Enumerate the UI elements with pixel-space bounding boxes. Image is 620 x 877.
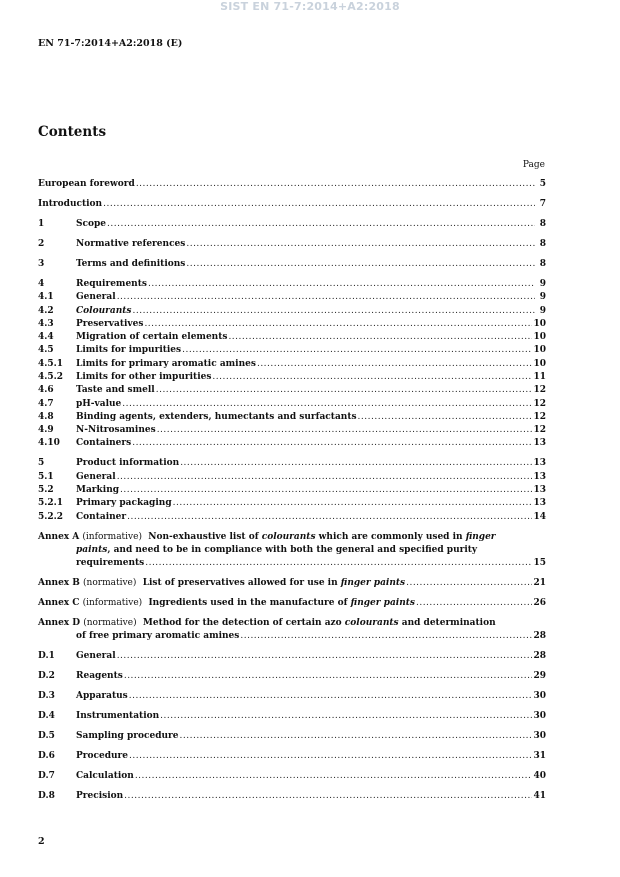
toc-leader-dots bbox=[257, 358, 533, 371]
toc-leader-dots bbox=[129, 690, 533, 703]
toc-entry-page: 13 bbox=[533, 485, 546, 496]
toc-entry-d3[interactable] bbox=[38, 690, 546, 703]
toc-leader-dots bbox=[186, 238, 535, 251]
toc-entry-title: General bbox=[76, 292, 116, 303]
watermark: SIST EN 71-7:2014+A2:2018 bbox=[220, 0, 400, 13]
toc-entry-number: 5.2.1 bbox=[38, 498, 64, 509]
toc-entry-number: D.1 bbox=[38, 651, 55, 662]
toc-entry-page: 26 bbox=[533, 598, 546, 609]
toc-entry-d2[interactable] bbox=[38, 670, 546, 683]
annex-title-part: Non-exhaustive list of bbox=[148, 531, 259, 542]
toc-entry-number: D.2 bbox=[38, 671, 55, 682]
toc-entry-title: Procedure bbox=[76, 751, 129, 762]
toc-entry-page: 5 bbox=[539, 179, 546, 189]
toc-leader-dots bbox=[122, 398, 532, 411]
toc-leader-dots bbox=[120, 484, 532, 497]
toc-entry-number: 4.5 bbox=[38, 345, 54, 356]
toc-leader-dots bbox=[117, 291, 535, 304]
toc-entry-title: Taste and smell bbox=[76, 385, 155, 396]
toc-entry-page: 12 bbox=[533, 425, 546, 436]
toc-entry-page: 9 bbox=[539, 278, 546, 289]
toc-leader-dots bbox=[186, 258, 535, 271]
toc-entry-number: 2 bbox=[38, 238, 45, 249]
annex-d-line-2 bbox=[38, 630, 546, 643]
annex-d-line-1 bbox=[38, 617, 546, 630]
toc-entry-d6[interactable] bbox=[38, 750, 546, 763]
toc-entry-european-foreword[interactable] bbox=[38, 178, 546, 191]
toc-entry-number: 4.5.2 bbox=[38, 372, 64, 382]
toc-entry-number: 5.1 bbox=[38, 471, 54, 482]
toc-leader-dots bbox=[160, 710, 532, 723]
toc-entry-page: 13 bbox=[533, 438, 546, 449]
toc-entry-introduction[interactable] bbox=[38, 198, 546, 211]
toc-entry-page: 9 bbox=[539, 292, 546, 303]
toc-leader-dots bbox=[156, 384, 533, 397]
toc-entry-2[interactable] bbox=[38, 238, 546, 251]
toc-entry-page: 9 bbox=[539, 305, 546, 316]
toc-leader-dots bbox=[406, 577, 532, 590]
toc-leader-dots bbox=[127, 511, 532, 524]
toc-leader-dots bbox=[124, 670, 533, 683]
toc-entry-title: Instrumentation bbox=[76, 711, 160, 722]
toc-leader-dots bbox=[132, 305, 535, 318]
toc-entry-page: 30 bbox=[533, 711, 546, 722]
toc-leader-dots bbox=[117, 471, 533, 484]
toc-entry-page: 28 bbox=[533, 631, 546, 642]
toc-entry-page: 10 bbox=[533, 332, 546, 343]
toc-entry-title: Apparatus bbox=[76, 691, 128, 702]
toc-entry-page: 10 bbox=[533, 318, 546, 329]
toc-leader-dots bbox=[180, 730, 533, 743]
toc-entry-number: 4.3 bbox=[38, 318, 54, 329]
toc-entry-number: 5.2.2 bbox=[38, 511, 64, 522]
toc-entry-d8[interactable] bbox=[38, 790, 546, 803]
toc-entry-page: 7 bbox=[539, 198, 546, 209]
annex-a-line-1 bbox=[38, 531, 546, 544]
toc-entry-number: D.5 bbox=[38, 731, 55, 742]
toc-entry-title: Limits for impurities bbox=[76, 345, 182, 356]
toc-entry-page: 30 bbox=[533, 691, 546, 702]
toc-entry-5[interactable] bbox=[38, 457, 546, 470]
toc-leader-dots bbox=[129, 750, 532, 763]
toc-entry-page: 8 bbox=[539, 218, 546, 229]
annex-title-part: which are commonly used in bbox=[318, 531, 463, 542]
annex-type: (normative) bbox=[83, 578, 137, 589]
toc-leader-dots bbox=[173, 497, 533, 510]
annex-a-line-3 bbox=[38, 557, 546, 570]
toc-leader-dots bbox=[103, 198, 535, 211]
annex-title-part: finger paints bbox=[340, 578, 406, 589]
toc-entry-4-2[interactable] bbox=[38, 305, 546, 318]
toc-entry-page: 12 bbox=[533, 398, 546, 409]
toc-leader-dots bbox=[107, 218, 535, 231]
toc-entry-1[interactable] bbox=[38, 218, 546, 231]
toc-entry-number: 1 bbox=[38, 218, 45, 229]
toc-entry-title: Containers bbox=[76, 438, 132, 449]
toc-entry-number: 4.9 bbox=[38, 425, 54, 436]
toc-entry-title: Introduction bbox=[38, 198, 103, 209]
toc-leader-dots bbox=[132, 437, 532, 450]
annex-label: Annex B bbox=[38, 578, 80, 589]
toc-leader-dots bbox=[416, 597, 533, 610]
annex-title-part: Ingredients used in the manufacture of bbox=[148, 598, 348, 609]
toc-leader-dots bbox=[124, 790, 532, 803]
toc-entry-number: 4.1 bbox=[38, 292, 54, 303]
toc-entry-page: 13 bbox=[533, 498, 546, 509]
toc-entry-title: Scope bbox=[76, 218, 107, 229]
toc-entry-d5[interactable] bbox=[38, 730, 546, 743]
toc-entry-page: 8 bbox=[539, 238, 546, 249]
annex-title-part: Method for the detection of certain azo bbox=[142, 618, 342, 629]
toc-entry-4-7[interactable] bbox=[38, 398, 546, 411]
toc-entry-page: 10 bbox=[533, 345, 546, 356]
annex-title-part: finger paints bbox=[350, 598, 415, 609]
toc-entry-title: Binding agents, extenders, humectants and surfactants bbox=[76, 411, 357, 422]
toc-entry-4-10[interactable] bbox=[38, 437, 546, 450]
annex-label: Annex C bbox=[38, 598, 80, 609]
annex-type: (normative) bbox=[83, 618, 137, 629]
toc-entry-number: 5 bbox=[38, 458, 45, 469]
toc-entry-number: 4.6 bbox=[38, 385, 54, 396]
toc-entry-number: D.6 bbox=[38, 751, 55, 762]
toc-entry-title: Sampling procedure bbox=[76, 731, 179, 742]
toc-leader-dots bbox=[135, 770, 533, 783]
contents-title: Contents bbox=[38, 124, 107, 140]
toc-leader-dots bbox=[145, 557, 532, 570]
toc-entry-4-3[interactable] bbox=[38, 318, 546, 331]
toc-entry-page: 12 bbox=[533, 411, 546, 422]
toc-entry-number: D.4 bbox=[38, 711, 55, 722]
toc-entry-title: Colourants bbox=[76, 305, 132, 316]
toc-entry-title: General bbox=[76, 471, 116, 482]
toc-leader-dots bbox=[228, 331, 532, 344]
annex-title-part: colourants bbox=[261, 531, 316, 542]
toc-entry-4-5-1[interactable] bbox=[38, 358, 546, 371]
toc-entry-title: Precision bbox=[76, 791, 124, 802]
toc-entry-3[interactable] bbox=[38, 258, 546, 271]
toc-entry-annex-a[interactable] bbox=[38, 531, 546, 571]
toc-entry-4[interactable] bbox=[38, 278, 546, 291]
toc-entry-title: Migration of certain elements bbox=[76, 332, 228, 343]
annex-title-part: finger bbox=[465, 531, 496, 542]
toc-entry-d7[interactable] bbox=[38, 770, 546, 783]
page-column-label: Page bbox=[522, 160, 545, 170]
toc-leader-dots bbox=[212, 371, 532, 384]
toc-entry-4-5[interactable] bbox=[38, 344, 546, 357]
toc-entry-title: Requirements bbox=[76, 278, 147, 289]
toc-entry-title: N-Nitrosamines bbox=[76, 425, 156, 436]
toc-entry-page: 8 bbox=[539, 258, 546, 269]
toc-entry-page: 41 bbox=[533, 791, 546, 802]
toc-entry-number: D.7 bbox=[38, 771, 55, 782]
toc-entry-number: 4.4 bbox=[38, 332, 54, 343]
toc-entry-page: 21 bbox=[533, 578, 546, 589]
toc-leader-dots bbox=[148, 278, 535, 291]
table-of-contents bbox=[38, 178, 546, 804]
toc-entry-d4[interactable] bbox=[38, 710, 546, 723]
toc-entry-number: 4.8 bbox=[38, 411, 54, 422]
toc-entry-5-2-1[interactable] bbox=[38, 497, 546, 510]
toc-entry-page: 40 bbox=[533, 771, 546, 782]
toc-leader-dots bbox=[136, 178, 535, 191]
annex-title-part: paints bbox=[76, 544, 108, 555]
annex-a-line-2 bbox=[38, 544, 546, 557]
toc-entry-page: 28 bbox=[533, 651, 546, 662]
annex-title-part: colourants bbox=[344, 618, 399, 629]
toc-entry-4-9[interactable] bbox=[38, 424, 546, 437]
toc-entry-number: D.3 bbox=[38, 691, 55, 702]
annex-type: (informative) bbox=[82, 531, 142, 542]
toc-entry-4-6[interactable] bbox=[38, 384, 546, 397]
annex-title-part: and determination bbox=[401, 618, 496, 629]
toc-leader-dots bbox=[144, 318, 532, 331]
toc-leader-dots bbox=[182, 344, 532, 357]
toc-entry-4-4[interactable] bbox=[38, 331, 546, 344]
toc-leader-dots bbox=[358, 411, 533, 424]
toc-entry-title: Limits for primary aromatic amines bbox=[76, 358, 256, 369]
annex-title-part: , and need to be in compliance with both the general and specified purity bbox=[107, 544, 478, 555]
toc-entry-title bbox=[38, 597, 415, 610]
toc-entry-title: Normative references bbox=[76, 238, 186, 249]
toc-entry-4-5-2[interactable] bbox=[38, 371, 546, 384]
toc-entry-page: 12 bbox=[533, 385, 546, 396]
toc-entry-title: Primary packaging bbox=[76, 498, 172, 509]
annex-label: Annex A bbox=[38, 531, 80, 542]
toc-entry-page: 31 bbox=[533, 751, 546, 762]
toc-entry-5-2[interactable] bbox=[38, 484, 546, 497]
toc-entry-number: 4 bbox=[38, 278, 45, 289]
toc-entry-number: 4.5.1 bbox=[38, 358, 64, 369]
toc-entry-5-2-2[interactable] bbox=[38, 511, 546, 524]
toc-entry-page: 30 bbox=[533, 731, 546, 742]
toc-leader-dots bbox=[157, 424, 533, 437]
toc-entry-title: Product information bbox=[76, 458, 180, 469]
annex-title-part: of free primary aromatic amines bbox=[76, 631, 240, 642]
toc-entry-title: General bbox=[76, 651, 116, 662]
toc-entry-5-1[interactable] bbox=[38, 471, 546, 484]
toc-entry-title: pH-value bbox=[76, 398, 122, 409]
toc-leader-dots bbox=[240, 630, 532, 643]
toc-entry-title: Limits for other impurities bbox=[76, 372, 212, 382]
toc-leader-dots bbox=[117, 650, 533, 663]
toc-entry-page: 15 bbox=[533, 558, 546, 569]
toc-entry-title: Marking bbox=[76, 485, 120, 496]
toc-entry-title: Reagents bbox=[76, 671, 123, 682]
toc-entry-page: 10 bbox=[533, 358, 546, 369]
toc-entry-title: Container bbox=[76, 511, 127, 522]
annex-title-part: requirements bbox=[76, 558, 145, 569]
toc-entry-title: Preservatives bbox=[76, 318, 144, 329]
toc-entry-d1[interactable] bbox=[38, 650, 546, 663]
toc-entry-4-8[interactable] bbox=[38, 411, 546, 424]
toc-entry-4-1[interactable] bbox=[38, 291, 546, 304]
toc-entry-number: D.8 bbox=[38, 791, 55, 802]
toc-entry-number: 5.2 bbox=[38, 485, 54, 496]
toc-leader-dots bbox=[180, 457, 532, 470]
toc-entry-annex-d[interactable] bbox=[38, 617, 546, 644]
toc-entry-annex-b[interactable] bbox=[38, 577, 546, 590]
toc-entry-title: European foreword bbox=[38, 179, 135, 189]
document-id: EN 71-7:2014+A2:2018 (E) bbox=[38, 38, 183, 49]
toc-entry-number: 4.7 bbox=[38, 398, 54, 409]
toc-entry-number: 3 bbox=[38, 258, 45, 269]
footer-page-number: 2 bbox=[38, 836, 45, 847]
toc-entry-page: 13 bbox=[533, 458, 546, 469]
toc-entry-number: 4.10 bbox=[38, 438, 60, 449]
toc-entry-page: 14 bbox=[533, 511, 546, 522]
toc-entry-number: 4.2 bbox=[38, 305, 54, 316]
annex-label: Annex D bbox=[38, 618, 81, 629]
toc-entry-annex-c[interactable] bbox=[38, 597, 546, 610]
toc-entry-page: 11 bbox=[533, 372, 546, 382]
toc-entry-title: Calculation bbox=[76, 771, 134, 782]
annex-title-part: List of preservatives allowed for use in bbox=[142, 578, 338, 589]
toc-entry-title bbox=[38, 577, 405, 590]
toc-entry-page: 13 bbox=[533, 471, 546, 482]
toc-entry-page: 29 bbox=[533, 671, 546, 682]
toc-entry-title: Terms and definitions bbox=[76, 258, 186, 269]
annex-type: (informative) bbox=[82, 598, 143, 609]
